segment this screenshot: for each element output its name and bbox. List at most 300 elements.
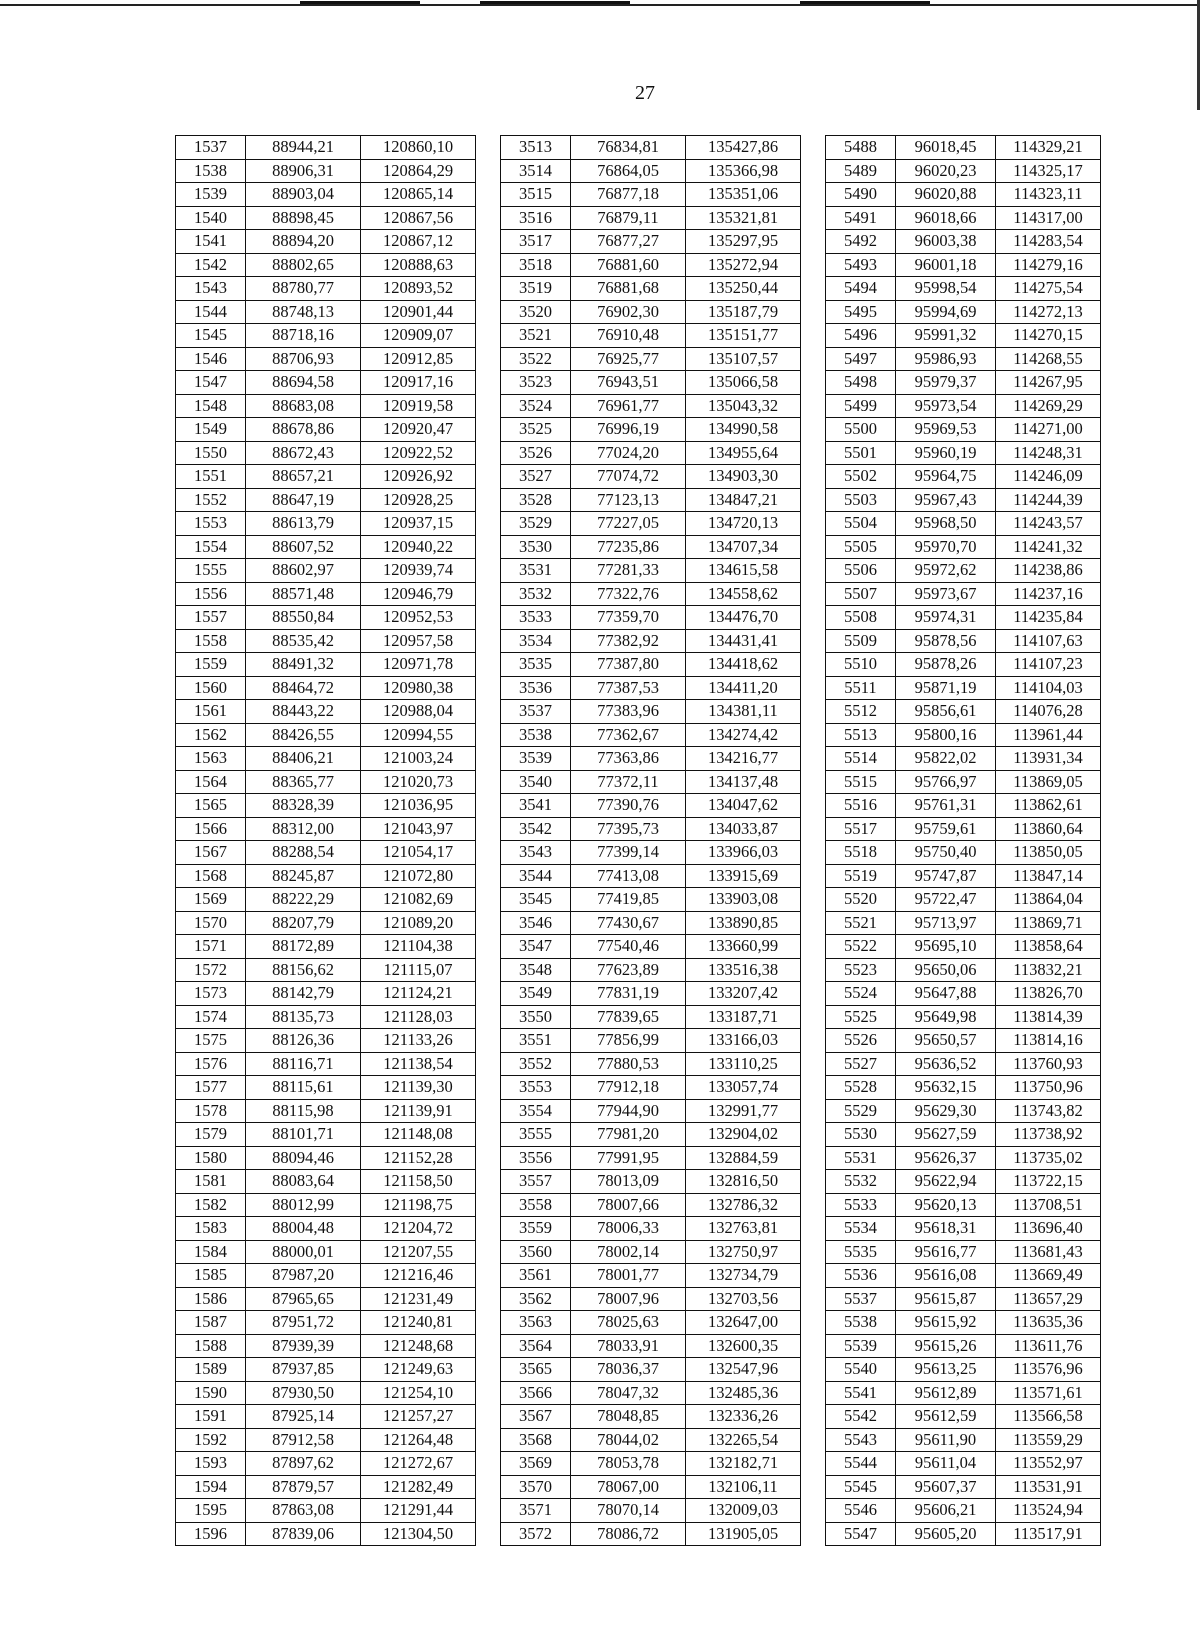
- cell-coord-y: 121248,68: [361, 1334, 476, 1358]
- cell-coord-x: 95650,06: [896, 958, 996, 982]
- cell-point-number: 1581: [176, 1170, 246, 1194]
- cell-coord-y: 133207,42: [686, 982, 801, 1006]
- cell-coord-y: 134990,58: [686, 418, 801, 442]
- cell-coord-x: 77363,86: [571, 747, 686, 771]
- table-row: [176, 488, 1101, 512]
- cell-coord-y: 121115,07: [361, 958, 476, 982]
- cell-point-number: 3564: [501, 1334, 571, 1358]
- cell-coord-y: 133966,03: [686, 841, 801, 865]
- cell-coord-y: 114317,00: [996, 206, 1101, 230]
- cell-point-number: 5506: [826, 559, 896, 583]
- column-gap: [801, 441, 826, 465]
- cell-coord-y: 133057,74: [686, 1076, 801, 1100]
- cell-point-number: 3513: [501, 136, 571, 160]
- column-gap: [476, 676, 501, 700]
- cell-coord-y: 121043,97: [361, 817, 476, 841]
- column-gap: [476, 606, 501, 630]
- cell-point-number: 1573: [176, 982, 246, 1006]
- cell-coord-x: 76877,27: [571, 230, 686, 254]
- cell-coord-x: 95620,13: [896, 1193, 996, 1217]
- column-gap: [801, 864, 826, 888]
- cell-coord-y: 114272,13: [996, 300, 1101, 324]
- cell-point-number: 3548: [501, 958, 571, 982]
- cell-coord-y: 120919,58: [361, 394, 476, 418]
- cell-coord-y: 121291,44: [361, 1499, 476, 1523]
- cell-coord-y: 133915,69: [686, 864, 801, 888]
- cell-point-number: 5545: [826, 1475, 896, 1499]
- cell-coord-y: 113552,97: [996, 1452, 1101, 1476]
- cell-point-number: 1557: [176, 606, 246, 630]
- column-gap: [801, 1193, 826, 1217]
- table-row: [176, 418, 1101, 442]
- cell-point-number: 3552: [501, 1052, 571, 1076]
- cell-coord-x: 95856,61: [896, 700, 996, 724]
- table-row: [176, 1170, 1101, 1194]
- column-gap: [476, 1076, 501, 1100]
- cell-point-number: 5491: [826, 206, 896, 230]
- cell-point-number: 5541: [826, 1381, 896, 1405]
- cell-point-number: 3516: [501, 206, 571, 230]
- cell-coord-x: 76881,68: [571, 277, 686, 301]
- cell-point-number: 3559: [501, 1217, 571, 1241]
- cell-coord-x: 88443,22: [246, 700, 361, 724]
- cell-point-number: 1579: [176, 1123, 246, 1147]
- cell-point-number: 1565: [176, 794, 246, 818]
- cell-point-number: 3568: [501, 1428, 571, 1452]
- cell-coord-x: 88365,77: [246, 770, 361, 794]
- column-gap: [476, 183, 501, 207]
- column-gap: [476, 582, 501, 606]
- column-gap: [476, 794, 501, 818]
- column-gap: [476, 559, 501, 583]
- table-row: [176, 300, 1101, 324]
- cell-coord-y: 120988,04: [361, 700, 476, 724]
- cell-point-number: 3543: [501, 841, 571, 865]
- cell-point-number: 3514: [501, 159, 571, 183]
- column-gap: [801, 1264, 826, 1288]
- cell-point-number: 5510: [826, 653, 896, 677]
- cell-coord-y: 114329,21: [996, 136, 1101, 160]
- cell-coord-x: 88426,55: [246, 723, 361, 747]
- cell-coord-x: 95994,69: [896, 300, 996, 324]
- cell-coord-y: 134033,87: [686, 817, 801, 841]
- cell-coord-y: 113571,61: [996, 1381, 1101, 1405]
- cell-coord-x: 95615,92: [896, 1311, 996, 1335]
- cell-coord-y: 134418,62: [686, 653, 801, 677]
- cell-point-number: 5539: [826, 1334, 896, 1358]
- cell-coord-x: 88491,32: [246, 653, 361, 677]
- column-gap: [801, 1287, 826, 1311]
- cell-coord-y: 135366,98: [686, 159, 801, 183]
- cell-coord-x: 95650,57: [896, 1029, 996, 1053]
- cell-point-number: 3555: [501, 1123, 571, 1147]
- cell-coord-x: 95636,52: [896, 1052, 996, 1076]
- column-gap: [476, 371, 501, 395]
- cell-point-number: 3525: [501, 418, 571, 442]
- cell-point-number: 1576: [176, 1052, 246, 1076]
- cell-coord-y: 121264,48: [361, 1428, 476, 1452]
- cell-point-number: 3536: [501, 676, 571, 700]
- cell-point-number: 3537: [501, 700, 571, 724]
- cell-point-number: 3553: [501, 1076, 571, 1100]
- cell-coord-y: 135043,32: [686, 394, 801, 418]
- column-gap: [476, 629, 501, 653]
- cell-coord-y: 114246,09: [996, 465, 1101, 489]
- cell-point-number: 3544: [501, 864, 571, 888]
- cell-coord-x: 87925,14: [246, 1405, 361, 1429]
- cell-point-number: 3533: [501, 606, 571, 630]
- column-gap: [476, 1217, 501, 1241]
- column-gap: [801, 935, 826, 959]
- cell-coord-x: 77399,14: [571, 841, 686, 865]
- cell-coord-x: 78006,33: [571, 1217, 686, 1241]
- cell-coord-y: 120912,85: [361, 347, 476, 371]
- cell-coord-x: 77235,86: [571, 535, 686, 559]
- cell-point-number: 3527: [501, 465, 571, 489]
- cell-coord-x: 95627,59: [896, 1123, 996, 1147]
- column-gap: [476, 1475, 501, 1499]
- cell-coord-x: 96018,66: [896, 206, 996, 230]
- column-gap: [476, 747, 501, 771]
- column-gap: [801, 1381, 826, 1405]
- cell-point-number: 1595: [176, 1499, 246, 1523]
- cell-coord-x: 77981,20: [571, 1123, 686, 1147]
- cell-coord-y: 114244,39: [996, 488, 1101, 512]
- top-rule-segment: [800, 1, 930, 4]
- column-gap: [801, 1076, 826, 1100]
- coordinates-table: [175, 135, 1101, 1546]
- cell-coord-x: 77856,99: [571, 1029, 686, 1053]
- table-row: [176, 629, 1101, 653]
- cell-coord-y: 133516,38: [686, 958, 801, 982]
- cell-point-number: 1543: [176, 277, 246, 301]
- cell-coord-y: 134615,58: [686, 559, 801, 583]
- cell-coord-y: 113517,91: [996, 1522, 1101, 1546]
- cell-point-number: 3538: [501, 723, 571, 747]
- table-row: [176, 1146, 1101, 1170]
- cell-point-number: 1578: [176, 1099, 246, 1123]
- table-row: [176, 1240, 1101, 1264]
- table-row: [176, 958, 1101, 982]
- column-gap: [801, 1475, 826, 1499]
- table-row: [176, 559, 1101, 583]
- cell-point-number: 5544: [826, 1452, 896, 1476]
- column-gap: [801, 277, 826, 301]
- cell-coord-y: 121257,27: [361, 1405, 476, 1429]
- cell-coord-x: 95618,31: [896, 1217, 996, 1241]
- cell-point-number: 1575: [176, 1029, 246, 1053]
- cell-coord-y: 120939,74: [361, 559, 476, 583]
- cell-point-number: 1545: [176, 324, 246, 348]
- column-gap: [476, 206, 501, 230]
- cell-point-number: 1558: [176, 629, 246, 653]
- cell-coord-x: 95759,61: [896, 817, 996, 841]
- column-gap: [801, 488, 826, 512]
- cell-coord-x: 88706,93: [246, 347, 361, 371]
- cell-point-number: 1541: [176, 230, 246, 254]
- cell-point-number: 3556: [501, 1146, 571, 1170]
- cell-coord-x: 96020,23: [896, 159, 996, 183]
- cell-coord-x: 77944,90: [571, 1099, 686, 1123]
- cell-coord-y: 132884,59: [686, 1146, 801, 1170]
- column-gap: [801, 512, 826, 536]
- cell-coord-y: 114238,86: [996, 559, 1101, 583]
- cell-coord-x: 95761,31: [896, 794, 996, 818]
- cell-coord-x: 95622,94: [896, 1170, 996, 1194]
- cell-coord-y: 121072,80: [361, 864, 476, 888]
- cell-coord-x: 95964,75: [896, 465, 996, 489]
- cell-coord-x: 88000,01: [246, 1240, 361, 1264]
- table-row: [176, 277, 1101, 301]
- cell-coord-y: 121304,50: [361, 1522, 476, 1546]
- cell-coord-y: 114235,84: [996, 606, 1101, 630]
- cell-point-number: 3534: [501, 629, 571, 653]
- cell-coord-x: 88012,99: [246, 1193, 361, 1217]
- cell-coord-x: 78036,37: [571, 1358, 686, 1382]
- cell-point-number: 3562: [501, 1287, 571, 1311]
- cell-coord-y: 114248,31: [996, 441, 1101, 465]
- column-gap: [476, 1099, 501, 1123]
- cell-coord-y: 134216,77: [686, 747, 801, 771]
- cell-coord-x: 96003,38: [896, 230, 996, 254]
- cell-coord-x: 88657,21: [246, 465, 361, 489]
- column-gap: [476, 1311, 501, 1335]
- cell-coord-x: 95750,40: [896, 841, 996, 865]
- table-row: [176, 1334, 1101, 1358]
- cell-coord-y: 113657,29: [996, 1287, 1101, 1311]
- cell-coord-x: 95611,90: [896, 1428, 996, 1452]
- column-gap: [801, 1358, 826, 1382]
- cell-coord-x: 88142,79: [246, 982, 361, 1006]
- cell-coord-x: 95972,62: [896, 559, 996, 583]
- cell-coord-x: 76996,19: [571, 418, 686, 442]
- cell-coord-y: 114268,55: [996, 347, 1101, 371]
- cell-coord-x: 95973,67: [896, 582, 996, 606]
- column-gap: [801, 1146, 826, 1170]
- cell-coord-y: 114107,23: [996, 653, 1101, 677]
- table-row: [176, 230, 1101, 254]
- table-row: [176, 1428, 1101, 1452]
- cell-point-number: 3528: [501, 488, 571, 512]
- cell-coord-y: 132547,96: [686, 1358, 801, 1382]
- cell-coord-y: 113611,76: [996, 1334, 1101, 1358]
- cell-point-number: 3561: [501, 1264, 571, 1288]
- column-gap: [476, 465, 501, 489]
- cell-coord-x: 87879,57: [246, 1475, 361, 1499]
- cell-coord-x: 88464,72: [246, 676, 361, 700]
- cell-point-number: 3540: [501, 770, 571, 794]
- cell-point-number: 3547: [501, 935, 571, 959]
- cell-coord-x: 95629,30: [896, 1099, 996, 1123]
- table-row: [176, 1217, 1101, 1241]
- column-gap: [476, 1452, 501, 1476]
- column-gap: [801, 1099, 826, 1123]
- cell-point-number: 5530: [826, 1123, 896, 1147]
- cell-coord-x: 77413,08: [571, 864, 686, 888]
- cell-coord-x: 87965,65: [246, 1287, 361, 1311]
- cell-coord-y: 114275,54: [996, 277, 1101, 301]
- cell-point-number: 3567: [501, 1405, 571, 1429]
- column-gap: [476, 1428, 501, 1452]
- table-row: [176, 911, 1101, 935]
- cell-coord-y: 132106,11: [686, 1475, 801, 1499]
- cell-point-number: 3523: [501, 371, 571, 395]
- cell-coord-x: 78007,96: [571, 1287, 686, 1311]
- cell-coord-x: 95960,19: [896, 441, 996, 465]
- cell-point-number: 5542: [826, 1405, 896, 1429]
- cell-coord-y: 121104,38: [361, 935, 476, 959]
- cell-coord-y: 114323,11: [996, 183, 1101, 207]
- cell-coord-y: 132600,35: [686, 1334, 801, 1358]
- cell-point-number: 5524: [826, 982, 896, 1006]
- cell-coord-y: 113681,43: [996, 1240, 1101, 1264]
- cell-point-number: 5493: [826, 253, 896, 277]
- cell-point-number: 3546: [501, 911, 571, 935]
- table-row: [176, 1005, 1101, 1029]
- cell-coord-x: 78070,14: [571, 1499, 686, 1523]
- cell-point-number: 1554: [176, 535, 246, 559]
- table-row: [176, 1452, 1101, 1476]
- cell-coord-x: 95605,20: [896, 1522, 996, 1546]
- column-gap: [801, 300, 826, 324]
- cell-point-number: 1539: [176, 183, 246, 207]
- cell-coord-y: 133110,25: [686, 1052, 801, 1076]
- column-gap: [476, 136, 501, 160]
- cell-coord-y: 121231,49: [361, 1287, 476, 1311]
- column-gap: [476, 1170, 501, 1194]
- cell-coord-x: 95612,59: [896, 1405, 996, 1429]
- cell-point-number: 5529: [826, 1099, 896, 1123]
- cell-coord-y: 120946,79: [361, 582, 476, 606]
- cell-coord-x: 88101,71: [246, 1123, 361, 1147]
- cell-coord-x: 88718,16: [246, 324, 361, 348]
- cell-coord-x: 88748,13: [246, 300, 361, 324]
- table-row: [176, 394, 1101, 418]
- cell-coord-x: 77395,73: [571, 817, 686, 841]
- cell-point-number: 1580: [176, 1146, 246, 1170]
- cell-point-number: 5525: [826, 1005, 896, 1029]
- cell-point-number: 5516: [826, 794, 896, 818]
- cell-coord-y: 132904,02: [686, 1123, 801, 1147]
- cell-coord-x: 95616,77: [896, 1240, 996, 1264]
- column-gap: [476, 1123, 501, 1147]
- cell-coord-y: 113864,04: [996, 888, 1101, 912]
- column-gap: [476, 1005, 501, 1029]
- cell-coord-y: 135321,81: [686, 206, 801, 230]
- column-gap: [801, 1029, 826, 1053]
- cell-point-number: 1592: [176, 1428, 246, 1452]
- cell-coord-x: 76877,18: [571, 183, 686, 207]
- cell-coord-y: 120994,55: [361, 723, 476, 747]
- cell-coord-x: 77623,89: [571, 958, 686, 982]
- cell-coord-x: 78044,02: [571, 1428, 686, 1452]
- cell-coord-y: 113696,40: [996, 1217, 1101, 1241]
- table-row: [176, 324, 1101, 348]
- cell-coord-y: 113869,71: [996, 911, 1101, 935]
- column-gap: [476, 1405, 501, 1429]
- cell-point-number: 3519: [501, 277, 571, 301]
- cell-coord-y: 121152,28: [361, 1146, 476, 1170]
- cell-point-number: 1561: [176, 700, 246, 724]
- cell-point-number: 3532: [501, 582, 571, 606]
- cell-coord-y: 121216,46: [361, 1264, 476, 1288]
- cell-coord-x: 88156,62: [246, 958, 361, 982]
- column-gap: [801, 606, 826, 630]
- table-row: [176, 136, 1101, 160]
- cell-point-number: 5488: [826, 136, 896, 160]
- cell-point-number: 5531: [826, 1146, 896, 1170]
- column-gap: [801, 183, 826, 207]
- cell-coord-x: 88135,73: [246, 1005, 361, 1029]
- cell-coord-y: 121198,75: [361, 1193, 476, 1217]
- cell-coord-x: 87937,85: [246, 1358, 361, 1382]
- cell-coord-y: 135250,44: [686, 277, 801, 301]
- cell-coord-x: 77281,33: [571, 559, 686, 583]
- cell-point-number: 1544: [176, 300, 246, 324]
- column-gap: [476, 888, 501, 912]
- cell-coord-x: 88678,86: [246, 418, 361, 442]
- cell-coord-x: 77227,05: [571, 512, 686, 536]
- cell-coord-y: 132763,81: [686, 1217, 801, 1241]
- cell-point-number: 5497: [826, 347, 896, 371]
- cell-coord-x: 95649,98: [896, 1005, 996, 1029]
- cell-point-number: 1583: [176, 1217, 246, 1241]
- column-gap: [801, 841, 826, 865]
- cell-coord-x: 76879,11: [571, 206, 686, 230]
- table-row: [176, 1123, 1101, 1147]
- cell-coord-y: 113750,96: [996, 1076, 1101, 1100]
- cell-point-number: 1537: [176, 136, 246, 160]
- cell-coord-x: 88613,79: [246, 512, 361, 536]
- cell-coord-y: 113850,05: [996, 841, 1101, 865]
- cell-coord-y: 135107,57: [686, 347, 801, 371]
- cell-coord-x: 95606,21: [896, 1499, 996, 1523]
- column-gap: [476, 1193, 501, 1217]
- cell-coord-y: 132336,26: [686, 1405, 801, 1429]
- column-gap: [801, 958, 826, 982]
- cell-coord-y: 134903,30: [686, 465, 801, 489]
- cell-point-number: 1551: [176, 465, 246, 489]
- column-gap: [476, 512, 501, 536]
- cell-coord-x: 87897,62: [246, 1452, 361, 1476]
- cell-coord-y: 121240,81: [361, 1311, 476, 1335]
- cell-point-number: 5490: [826, 183, 896, 207]
- cell-coord-x: 88406,21: [246, 747, 361, 771]
- cell-coord-x: 87930,50: [246, 1381, 361, 1405]
- cell-coord-y: 113832,21: [996, 958, 1101, 982]
- table-row: [176, 582, 1101, 606]
- cell-point-number: 3541: [501, 794, 571, 818]
- table-row: [176, 606, 1101, 630]
- column-gap: [476, 1052, 501, 1076]
- cell-coord-x: 76834,81: [571, 136, 686, 160]
- cell-coord-y: 135297,95: [686, 230, 801, 254]
- cell-coord-x: 95607,37: [896, 1475, 996, 1499]
- cell-coord-y: 132182,71: [686, 1452, 801, 1476]
- table-row: [176, 888, 1101, 912]
- cell-point-number: 3549: [501, 982, 571, 1006]
- cell-point-number: 5504: [826, 512, 896, 536]
- cell-coord-x: 96001,18: [896, 253, 996, 277]
- column-gap: [476, 958, 501, 982]
- cell-point-number: 3558: [501, 1193, 571, 1217]
- cell-coord-y: 120893,52: [361, 277, 476, 301]
- cell-coord-x: 77074,72: [571, 465, 686, 489]
- column-gap: [801, 1311, 826, 1335]
- column-gap: [476, 1358, 501, 1382]
- cell-coord-x: 95695,10: [896, 935, 996, 959]
- cell-coord-x: 95722,47: [896, 888, 996, 912]
